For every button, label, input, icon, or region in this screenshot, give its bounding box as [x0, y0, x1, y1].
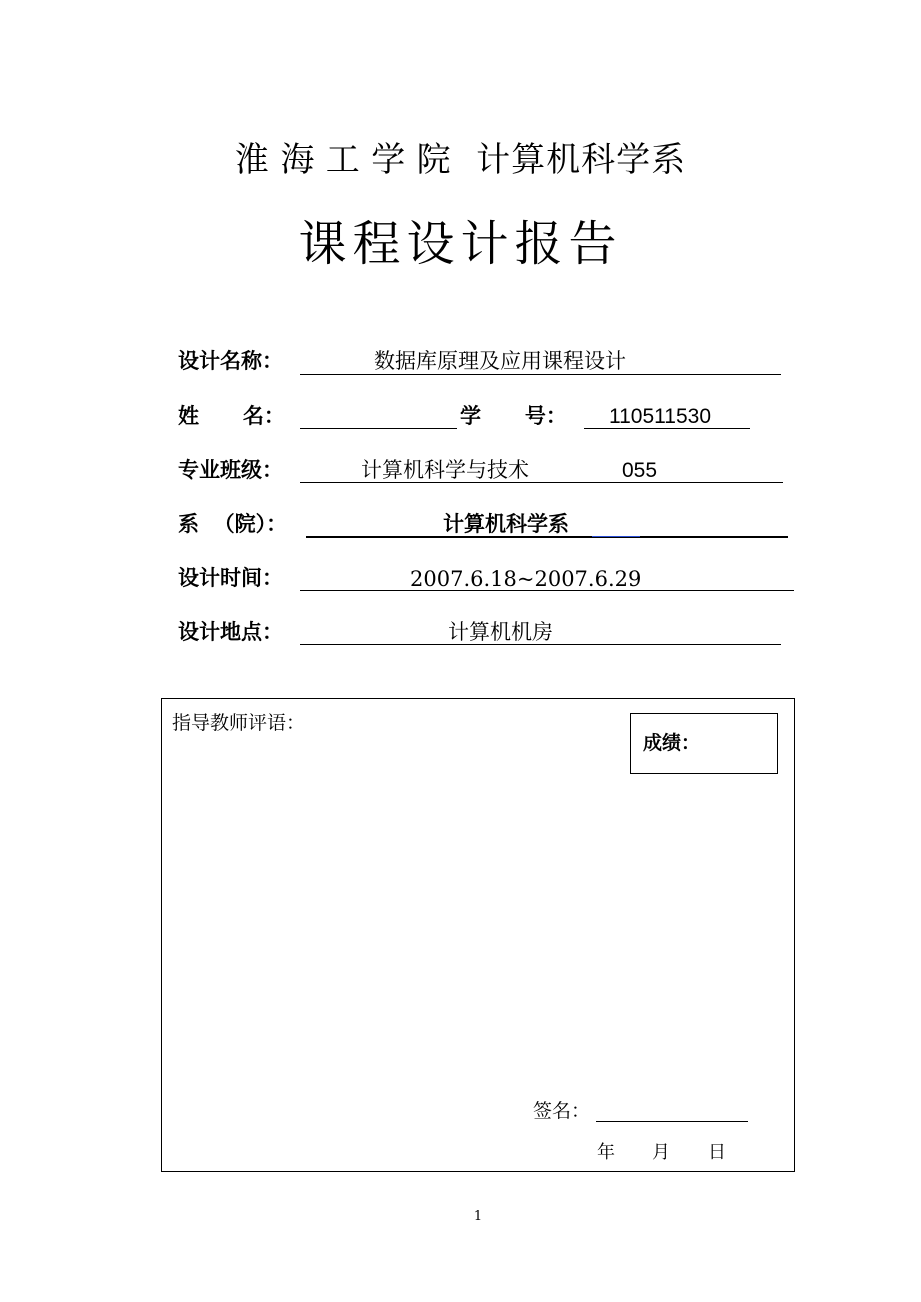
signature-label: 签名： [533, 1100, 591, 1122]
design-name-value: 数据库原理及应用课程设计 [374, 350, 626, 373]
class-major-value: 计算机科学与技术 [361, 459, 529, 482]
report-title: 课程设计报告 [298, 216, 623, 272]
school-name: 淮 海 工 学 院 [234, 141, 452, 179]
student-id-label: 学 号： [460, 403, 567, 428]
college-value: 计算机科学系 [443, 513, 569, 536]
design-time-label: 设计时间： [178, 565, 283, 590]
signature-line [596, 1121, 748, 1122]
design-place-value: 计算机机房 [448, 621, 553, 644]
date-year: 年 [597, 1142, 615, 1163]
report-header-school-line [0, 136, 921, 184]
design-name-label: 设计名称： [178, 348, 283, 373]
grade-label: 成绩： [643, 732, 701, 754]
college-blue-mark [592, 536, 640, 537]
teacher-comment-label: 指导教师评语： [172, 712, 306, 734]
design-time-value: 2007.6.18~2007.6.29 [410, 567, 642, 591]
department-name: 计算机科学系 [476, 141, 687, 179]
design-place-label: 设计地点： [178, 619, 283, 644]
student-name-underline [300, 404, 457, 429]
college-label: 系 （院）： [178, 511, 288, 536]
date-day: 日 [708, 1142, 726, 1163]
page-number: 1 [473, 1209, 483, 1224]
date-month: 月 [652, 1142, 670, 1163]
student-name-label: 姓 名： [178, 403, 285, 428]
class-number-value: 055 [622, 459, 658, 482]
class-label: 专业班级： [178, 457, 283, 482]
student-id-value: 110511530 [609, 405, 711, 428]
